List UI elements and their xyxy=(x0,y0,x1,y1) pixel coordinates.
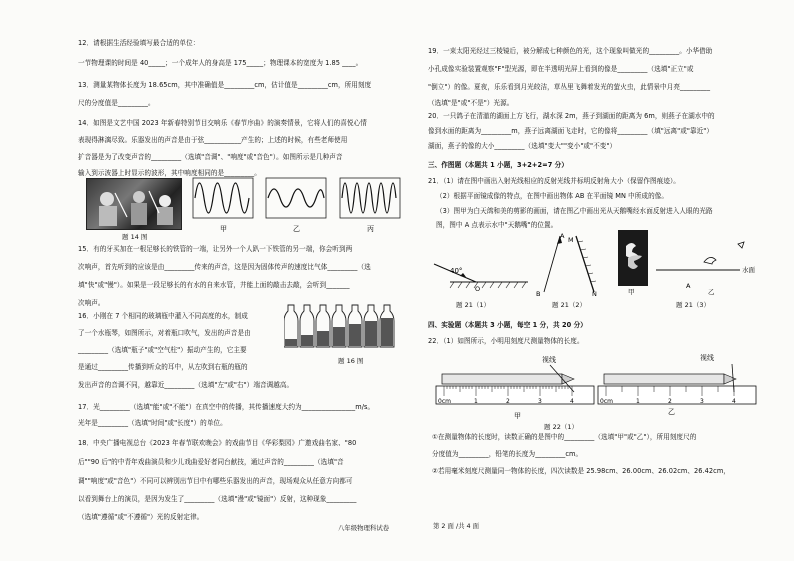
wave-bing xyxy=(342,183,396,213)
pencil-yi xyxy=(604,374,724,384)
q16-line1: 16．小刚在 7 个相同的玻璃瓶中灌入不同高度的水，制成 xyxy=(78,312,248,320)
q16-line5: 发出声音的音调不同，越靠近_________（选填"左"或"右"）端音调越高。 xyxy=(78,381,294,389)
left-footer: 八年级物理科试卷 xyxy=(338,524,390,532)
ruler-jia-4: 4 xyxy=(570,398,574,405)
q20-line2: 像到水面的距离为_________m，燕子远离湖面飞走时，它的像将_________（填"远离"或"靠近"） xyxy=(428,127,714,135)
q15-line3: 填"快"或"慢"）。如果是一段足够长的有水的自来水管，井能上面的敲击去敲，会听到_______ xyxy=(78,281,350,289)
wave-label-yi: 乙 xyxy=(293,225,300,233)
q13-line1: 13．测量某物体长度为 18.65cm，其中准确值是_________cm，估计值是_________cm，所用刻度 xyxy=(78,81,372,89)
q21-line3: （3）图甲为白天鸽和美的剪影的画面，请在图乙中画出光从天鹅嘴经水面反射进入人眼的光路 xyxy=(436,207,713,215)
q14-line2: 表现得淋漓尽致。乐器发出的声音是由于弦___________产生的；上述的时候，有些老师使用 xyxy=(78,136,348,144)
q14-line1: 14．如图是文艺中国 2023 年新春特别节目交响乐《春节序曲》的演奏情景，它将人们的喜悦心情 xyxy=(78,119,367,127)
ruler-yi-1: 1 xyxy=(636,398,640,405)
figure-21-3-yi xyxy=(656,240,766,296)
mirror-mn xyxy=(576,236,594,292)
q17-line1: 17．光_________（选填"能"或"不能"）在真空中的传播，其传播速度大约为________________m/s。 xyxy=(78,403,375,411)
wave-yi xyxy=(268,189,324,207)
q16-line4: 是通过_________传播到听众的耳中，从左吹到右瓶的瓶的 xyxy=(78,363,248,371)
fig21-3-yi-label: 乙 xyxy=(708,288,715,296)
eye-icon xyxy=(738,242,744,248)
q21-line1: 21．（1）请在图中画出入射光线相应的反射光线并标明反射角大小（保留作图痕迹）。 xyxy=(428,177,680,185)
q22-figure-caption: 题 22（1） xyxy=(544,423,578,431)
ruler-figure xyxy=(432,352,762,422)
q18-line5: （选填"遵循"或"不遵循"）光的反射定律。 xyxy=(78,513,204,521)
ruler-yi-2: 2 xyxy=(668,398,672,405)
swan-icon xyxy=(704,257,716,264)
wave-jia xyxy=(195,183,249,213)
q18-line3: 调""响度"或"音色"）不同可以辨别出节目中有哪些乐器发出的声音，现场观众从任意方向都可 xyxy=(78,477,353,485)
q21-line4: 图，图中 A 点表示水中"天鹅嘴"的位置。 xyxy=(436,221,558,229)
q15-line4: 次响声。 xyxy=(78,299,105,307)
q19-line1: 19．一束太阳光经过三棱镜后，被分解成七种颜色的光，这个现象叫做光的_________。小华借助 xyxy=(428,47,713,55)
q16-line3: _________（选填"瓶子"或"空气柱"）振动产生的，它主要 xyxy=(78,346,247,354)
point-a-label: A xyxy=(560,232,565,240)
point-b-label: B xyxy=(536,290,541,298)
ruler-jia xyxy=(436,355,594,420)
q17-line2: 光年是_________（选填"时间"或"长度"）的单位。 xyxy=(78,419,227,427)
section3-heading: 三、作图题（本题共 1 小题，3+2+2=7 分） xyxy=(428,161,568,169)
q12-line2: 一节物理课的时间是 40_____；一个成年人的身高是 175_____；物理课本的宽度为 1.85 ____。 xyxy=(78,59,363,67)
q22-sub2: ②若用毫米刻度尺测量同一物体的长度，四次读数是 25.98cm、26.00cm、26.02cm、26.42cm， xyxy=(432,467,730,475)
q12-line1: 12．请根据生活经验填写最合适的单位： xyxy=(78,39,200,47)
bottle-figure xyxy=(284,303,400,351)
ruler-jia-3: 3 xyxy=(538,398,542,405)
point-a2-label: A xyxy=(686,282,691,290)
q19-line4: （选填"是"或"不是"）光源。 xyxy=(428,99,514,107)
q19-line3: "倒立"）的像。夏夜，乐乐看到月光皎洁，草丛里飞舞着发光的萤火虫，此情景中月亮_________ xyxy=(428,83,711,91)
ruler-label-jia: 甲 xyxy=(514,412,521,420)
q22-sub1: ①在测量物体的长度时，读数正确的是图中的_________（选填"甲"或"乙"），所用刻度尺的 xyxy=(432,433,697,441)
q15-line2: 次响声，首先听到的应该是由_________传来的声音，这是因为固体传声的速度比气体_________（选 xyxy=(78,263,371,271)
q18-line1: 18．中央广播电视总台《2023 年春节联欢晚会》的戏曲节目《华彩梨园》广邀戏曲名家、"80 xyxy=(78,439,357,447)
fig21-2-caption: 题 21（2） xyxy=(552,301,586,309)
point-o-label: O xyxy=(475,285,481,292)
q13-line2: 尺的分度值是_________。 xyxy=(78,99,155,107)
q21-line2: （2）根据平面镜成像的特点，在图中画出物体 AB 在平面镜 MN 中所成的像。 xyxy=(436,192,668,200)
wave-label-jia: 甲 xyxy=(220,225,227,233)
fig21-1-caption: 题 21（1） xyxy=(456,301,490,309)
ruler-jia-0: 0cm xyxy=(438,398,451,405)
q22-line1: 22．（1）如图所示，小明用刻度尺测量物体的长度。 xyxy=(428,337,584,345)
waveform-figures xyxy=(192,176,404,234)
water-label: 水面 xyxy=(742,266,755,274)
q16-line2: 了一个水瓶琴，如图所示，对着瓶口吹气，发出的声音是由 xyxy=(78,329,251,337)
orchestra-photo xyxy=(86,178,182,230)
right-footer: 第 2 面 /共 4 面 xyxy=(433,522,480,530)
q22-sub1b: 分度值为_________，铅笔的长度为_________cm。 xyxy=(432,450,583,458)
q18-line4: 以看到舞台上的演员，是因为发生了_________（选填"漫"或"镜面"）反射，这种现象_________ xyxy=(78,495,357,503)
q14-line3: 扩音器是为了改变声音的_________（选填"音调"、"响度"或"音色"）。如图所示是几种声音 xyxy=(78,153,343,161)
fig21-3-caption: 题 21（3） xyxy=(676,301,710,309)
ruler-yi-4: 4 xyxy=(732,398,736,405)
ruler-jia-1: 1 xyxy=(474,398,478,405)
pencil-jia xyxy=(442,374,562,384)
point-n-label: N xyxy=(592,290,597,298)
object-ab xyxy=(544,236,560,292)
wave-box-jia xyxy=(193,178,253,218)
ruler-yi xyxy=(598,353,756,416)
q18-line2: 后""90 后"的中青年戏曲演员和少儿戏曲爱好者同台献技，通过声音的_________（选填"音 xyxy=(78,458,344,466)
point-m-label: M xyxy=(568,236,574,244)
sight-label-yi: 视线 xyxy=(700,354,714,362)
ruler-label-yi: 乙 xyxy=(668,408,675,416)
q19-line2: 小孔成像实验装置观察"F"型光源，即在半透明光屏上看到的像是_________（选填"正立"或 xyxy=(428,65,694,73)
swan-silhouette-photo xyxy=(618,230,648,286)
sight-label-jia: 视线 xyxy=(542,356,556,364)
ruler-yi-3: 3 xyxy=(700,398,704,405)
q14-figure-caption: 题 14 图 xyxy=(122,233,148,241)
ruler-jia-2: 2 xyxy=(506,398,510,405)
q15-line1: 15．有的牙买加在一根足够长的铁管的一端，让另外一个人趴一下铁管的另一端，你会听到两 xyxy=(78,245,353,253)
q16-figure-caption: 题 16 图 xyxy=(338,357,364,365)
figure-21-1 xyxy=(430,236,530,292)
fig21-3-jia-label: 甲 xyxy=(628,288,635,296)
q14-line4: 输入到示波器上时显示的波形，其中响度相同的是_________。 xyxy=(78,169,261,177)
wave-box-yi xyxy=(266,178,326,218)
ruler-yi-0: 0cm xyxy=(600,398,613,405)
q20-line3: 湖面，燕子的像的大小_________（选填"变大""变小"或"不变"） xyxy=(428,142,617,150)
section4-heading: 四、实验题（本题共 3 小题，每空 1 分，共 20 分） xyxy=(428,321,587,329)
figure-21-2 xyxy=(530,232,610,298)
wave-label-bing: 丙 xyxy=(367,225,374,233)
q20-line1: 20．一只鸽子在清澈的湖面上方飞行，湖水深 2m，燕子到湖面的距离为 6m，则燕子在湖水中的 xyxy=(428,112,715,120)
angle-label: 40° xyxy=(450,267,463,275)
